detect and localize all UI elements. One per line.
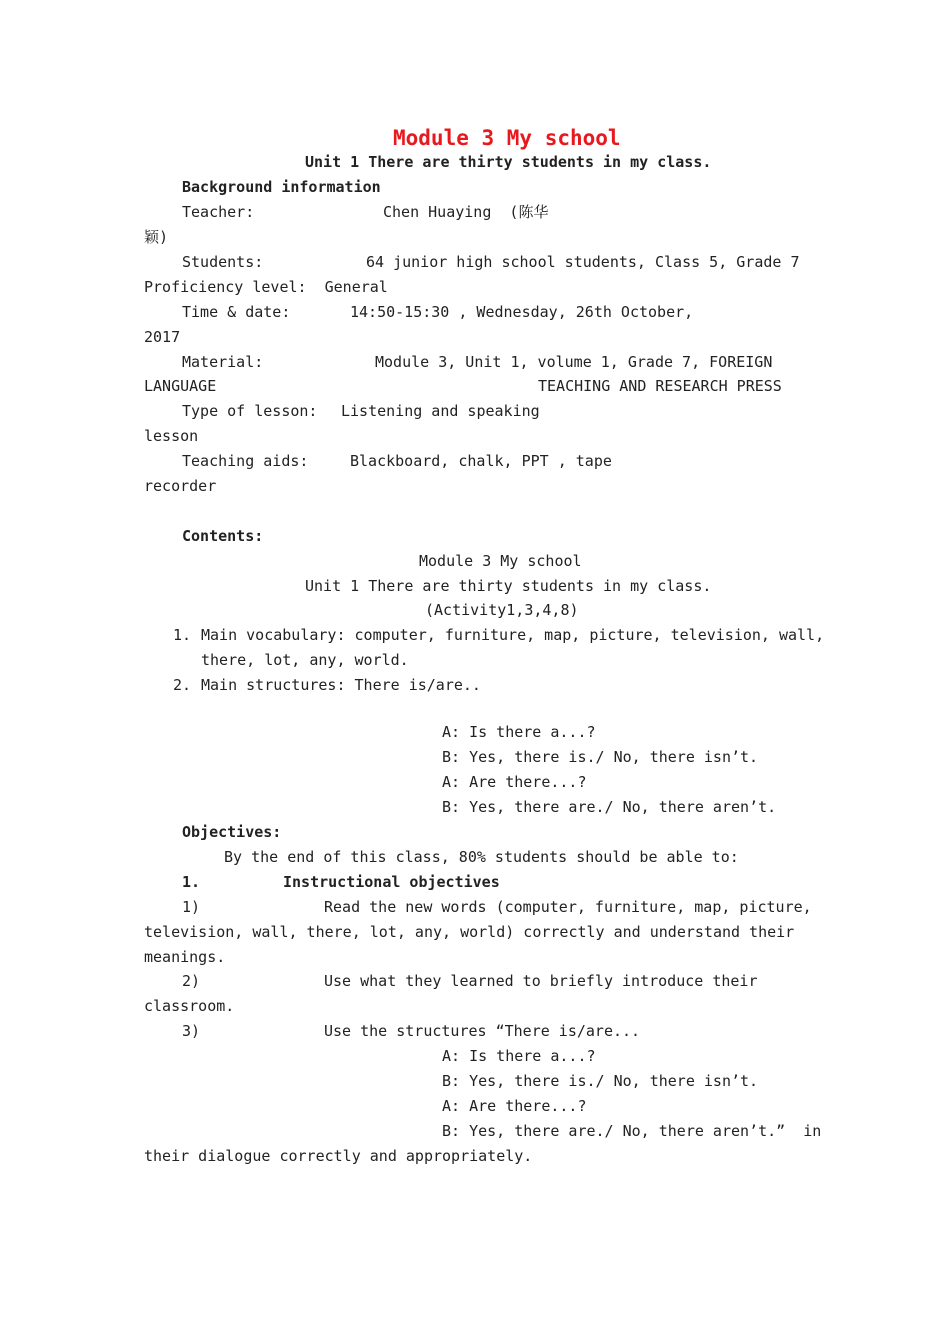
objective-2-line-2: classroom. xyxy=(144,997,235,1015)
lesson-type-label: Type of lesson: xyxy=(182,402,318,420)
dialogue-1-a2: A: Are there...? xyxy=(442,773,587,791)
time-value-cont: 2017 xyxy=(144,328,181,346)
dialogue-2-a2: A: Are there...? xyxy=(442,1097,587,1115)
instructional-heading: Instructional objectives xyxy=(283,873,500,891)
teaching-aids-label: Teaching aids: xyxy=(182,452,309,470)
objectives-heading: Objectives: xyxy=(182,823,282,841)
objective-1-line-3: meanings. xyxy=(144,948,226,966)
instructional-number: 1. xyxy=(182,873,201,891)
contents-module: Module 3 My school xyxy=(419,552,582,570)
objective-1-line-2: television, wall, there, lot, any, world) correctly and understand their xyxy=(144,923,795,941)
time-value: 14:50-15:30 , Wednesday, 26th October, xyxy=(350,303,694,321)
material-label: Material: xyxy=(182,353,264,371)
objective-3-number: 3) xyxy=(182,1022,201,1040)
students-value: 64 junior high school students, Class 5, Grade 7 xyxy=(366,253,800,271)
teacher-value: Chen Huaying (陈华 xyxy=(383,203,549,221)
objective-2-number: 2) xyxy=(182,972,201,990)
dialogue-1-b2: B: Yes, there are./ No, there aren’t. xyxy=(442,798,777,816)
contents-heading: Contents: xyxy=(182,527,264,545)
objective-1-line-1: Read the new words (computer, furniture, map, picture, xyxy=(324,898,812,916)
dialogue-1-a1: A: Is there a...? xyxy=(442,723,596,741)
lesson-type-value-cont: lesson xyxy=(144,427,199,445)
material-cont-b: TEACHING AND RESEARCH PRESS xyxy=(538,377,782,395)
time-label: Time & date: xyxy=(182,303,291,321)
dialogue-1-b1: B: Yes, there is./ No, there isn’t. xyxy=(442,748,759,766)
lesson-type-value: Listening and speaking xyxy=(341,402,540,420)
objective-1-number: 1) xyxy=(182,898,201,916)
material-value: Module 3, Unit 1, volume 1, Grade 7, FOREIGN xyxy=(375,353,773,371)
students-label: Students: xyxy=(182,253,264,271)
proficiency-level: Proficiency level: General xyxy=(144,278,388,296)
teacher-value-cont: 颖) xyxy=(144,228,169,246)
vocab-line-1: Main vocabulary: computer, furniture, map, picture, television, wall, xyxy=(201,626,825,644)
objective-3-line-1: Use the structures “There is/are... xyxy=(324,1022,641,1040)
structures-number: 2. xyxy=(173,676,192,694)
dialogue-2-a1: A: Is there a...? xyxy=(442,1047,596,1065)
background-heading: Background information xyxy=(182,178,381,196)
objective-2-line-1: Use what they learned to briefly introduce their xyxy=(324,972,758,990)
vocab-number: 1. xyxy=(173,626,192,644)
objectives-intro: By the end of this class, 80% students should be able to: xyxy=(224,848,739,866)
objective-3-last-line: their dialogue correctly and appropriately. xyxy=(144,1147,533,1165)
structures-line: Main structures: There is/are.. xyxy=(201,676,481,694)
unit-subtitle: Unit 1 There are thirty students in my class. xyxy=(305,153,712,171)
teaching-aids-value-cont: recorder xyxy=(144,477,217,495)
teaching-aids-value: Blackboard, chalk, PPT , tape xyxy=(350,452,612,470)
module-title: Module 3 My school xyxy=(393,126,621,150)
contents-activity: (Activity1,3,4,8) xyxy=(425,601,579,619)
material-cont-a: LANGUAGE xyxy=(144,377,217,395)
contents-unit: Unit 1 There are thirty students in my class. xyxy=(305,577,712,595)
teacher-label: Teacher: xyxy=(182,203,255,221)
vocab-line-2: there, lot, any, world. xyxy=(201,651,409,669)
dialogue-2-b1: B: Yes, there is./ No, there isn’t. xyxy=(442,1072,759,1090)
dialogue-2-b2: B: Yes, there are./ No, there aren’t.” in xyxy=(442,1122,822,1140)
